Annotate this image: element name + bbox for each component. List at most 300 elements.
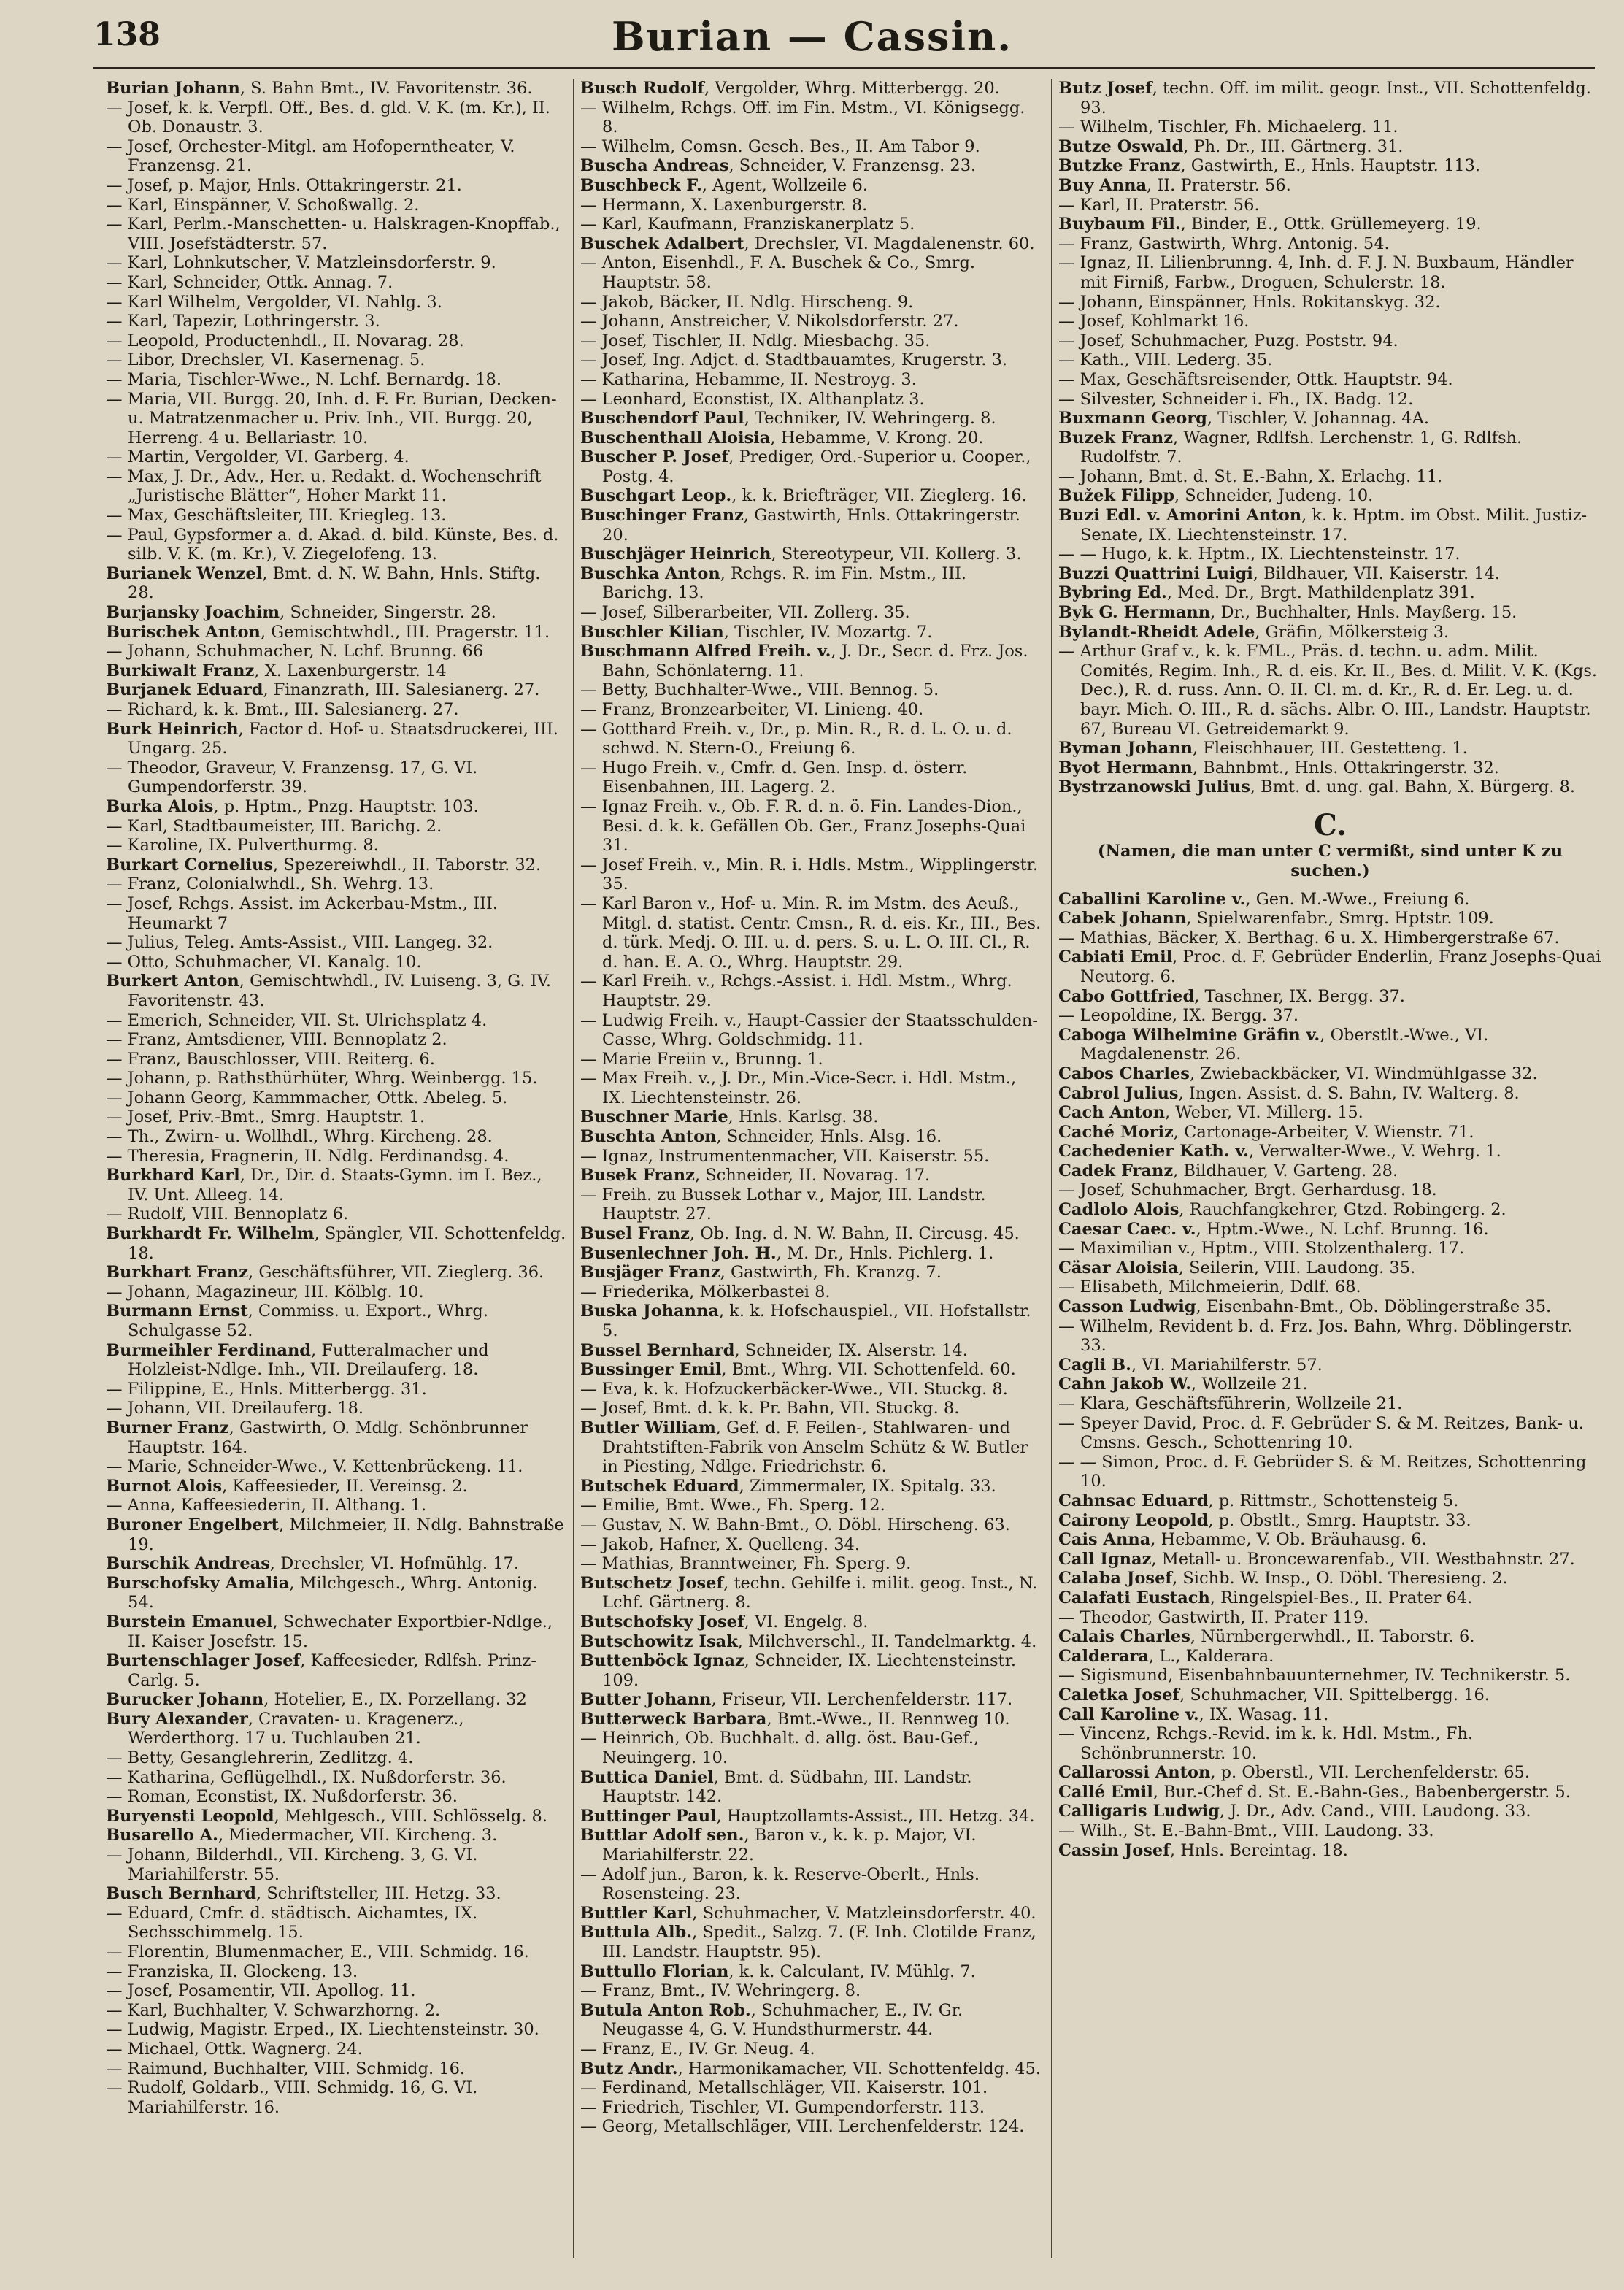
directory-entry: Buschka Anton, Rchgs. R. im Fin. Mstm., III. Barichg. 13. [580, 564, 967, 603]
entry-surname: Burkhardt Fr. Wilhelm [106, 1224, 315, 1244]
directory-entry [580, 253, 1042, 292]
entry-details: Schneider, V. Franzensg. 23. [739, 156, 977, 176]
entry-surname: Cahnsac Eduard [1058, 1491, 1209, 1510]
entry-details: — Josef, Posamentir, VII. Apollog. 11. [106, 1981, 416, 2001]
directory-entry: Burtenschlager Josef, Kaffeesieder, Rdlfsh. Prinz-Carlg. 5. [106, 1651, 536, 1690]
directory-entry: Cahnsac Eduard, p. Rittmstr., Schottensteig 5. [1058, 1491, 1459, 1510]
entry-details: Finanzrath, III. Salesianerg. 27. [273, 680, 540, 700]
directory-entry [580, 1496, 1042, 1515]
entry-details: — Jakob, Hafner, X. Quelleng. 34. [580, 1534, 860, 1554]
entry-details: — Martin, Vergolder, VI. Garberg. 4. [106, 447, 409, 467]
directory-entry: Busel Franz, Ob. Ing. d. N. W. Bahn, II. Circusg. 45. [580, 1224, 1020, 1244]
directory-entry [1058, 1453, 1602, 1491]
entry-details: Dr., Buchhalter, Hnls. Mayßerg. 15. [1220, 603, 1517, 623]
entry-details: p. Obstlt., Smrg. Hauptstr. 33. [1218, 1510, 1471, 1530]
directory-entry [1058, 642, 1602, 739]
entry-surname: Cadek Franz [1058, 1161, 1174, 1180]
entry-details: — Florentin, Blumenmacher, E., VIII. Schmidg. 16. [106, 1943, 529, 1962]
directory-entry: Call Karoline v., IX. Wasag. 11. [1058, 1705, 1329, 1724]
entry-details: — Friederika, Mölkerbastei 8. [580, 1282, 831, 1302]
entry-details: — Josef, Kohlmarkt 16. [1058, 312, 1250, 331]
entry-surname: Busek Franz [580, 1166, 695, 1186]
entry-details: — Emilie, Bmt. Wwe., Fh. Sperg. 12. [580, 1496, 885, 1515]
entry-details: Zimmermaler, IX. Spitalg. 33. [749, 1476, 996, 1496]
directory-entry: Cach Anton, Weber, VI. Millerg. 15. [1058, 1103, 1363, 1123]
entry-surname: Busel Franz [580, 1224, 690, 1244]
directory-entry [1058, 545, 1602, 564]
directory-entry [106, 1030, 567, 1050]
entry-surname: Burkhard Karl [106, 1166, 240, 1186]
directory-entry [106, 350, 567, 370]
entry-surname: Caesar Caec. v. [1058, 1219, 1196, 1239]
entry-details: Seilerin, VIII. Laudong. 35. [1189, 1258, 1416, 1277]
directory-entry: Burschofsky Amalia, Milchgesch., Whrg. Antonig. 54. [106, 1573, 538, 1613]
entry-details: Spedit., Salzg. 7. (F. Inh. Clotilde Franz, III. Landstr. Hauptstr. 95). [602, 1923, 1036, 1962]
directory-entry: Busarello A., Miedermacher, VII. Kircheng. 3. [106, 1826, 498, 1845]
directory-entry [106, 176, 567, 196]
directory-entry: Bužek Filipp, Schneider, Judeng. 10. [1058, 486, 1374, 506]
entry-details: Wagner, Rdlfsh. Lerchenstr. 1, G. Rdlfsh. Rudolfstr. 7. [1080, 428, 1523, 467]
directory-entry: Buttler Karl, Schuhmacher, V. Matzleinsdorferstr. 40. [580, 1903, 1036, 1923]
entry-details: Schneider, Judeng. 10. [1185, 486, 1374, 506]
directory-entry: Calligaris Ludwig, J. Dr., Adv. Cand., VIII. Laudong. 33. [1058, 1802, 1531, 1821]
entry-surname: Buschek Adalbert [580, 234, 744, 253]
entry-details: — Johann Georg, Kammmacher, Ottk. Abeleg. 5. [106, 1088, 508, 1107]
entry-details: — Vincenz, Rchgs.-Revid. im k. k. Hdl. Mstm., Fh. Schönbrunnerstr. 10. [1058, 1724, 1474, 1763]
entry-surname: Caboga Wilhelmine Gräfin v. [1058, 1025, 1320, 1045]
directory-entry: Bylandt-Rheidt Adele, Gräfin, Mölkersteig 3. [1058, 622, 1450, 642]
entry-surname: Butzke Franz [1058, 156, 1181, 176]
directory-entry: Bury Alexander, Cravaten- u. Kragenerz., Werderthorg. 17 u. Tuchlauben 21. [106, 1709, 464, 1748]
entry-details: — Franziska, II. Glockeng. 13. [106, 1962, 358, 1981]
directory-entry [106, 253, 567, 273]
directory-entry: Buxmann Georg, Tischler, V. Johannag. 4A. [1058, 409, 1430, 429]
entry-details: — Johann, Einspänner, Hnls. Rokitanskyg. 32. [1058, 292, 1441, 312]
directory-entry: Burka Alois, p. Hptm., Pnzg. Hauptstr. 103. [106, 796, 479, 816]
directory-entry [580, 99, 1042, 137]
entry-surname: Buscher P. Josef [580, 447, 729, 467]
directory-entry: Call Ignaz, Metall- u. Broncewarenfab., VII. Westbahnstr. 27. [1058, 1549, 1575, 1569]
directory-entry: Buschinger Franz, Gastwirth, Hnls. Ottakringerstr. 20. [580, 506, 1020, 545]
entry-details: Tischler, V. Johannag. 4A. [1217, 409, 1430, 429]
directory-entry [1058, 1394, 1602, 1414]
directory-entry [580, 1729, 1042, 1767]
entry-surname: Butschetz Josef [580, 1573, 724, 1593]
entry-surname: Butler William [580, 1418, 716, 1437]
directory-entry: Buschbeck F., Agent, Wollzeile 6. [580, 175, 868, 195]
directory-entry: Cahn Jakob W., Wollzeile 21. [1058, 1375, 1308, 1394]
entry-details: — Johann, Magazineur, III. Kölblg. 10. [106, 1282, 424, 1302]
directory-entry [106, 2020, 567, 2040]
entry-surname: Byk G. Hermann [1058, 603, 1211, 623]
directory-entry [1058, 929, 1602, 948]
directory-entry: Butschetz Josef, techn. Gehilfe i. milit. geog. Inst., N. Lchf. Gärtnerg. 8. [580, 1573, 1038, 1613]
directory-entry: Butze Oswald, Ph. Dr., III. Gärtnerg. 31. [1058, 137, 1404, 156]
entry-details: Hebamme, V. Krong. 20. [780, 428, 984, 447]
directory-entry [106, 953, 567, 972]
entry-details: II. Praterstr. 56. [1157, 175, 1291, 195]
entry-surname: Callarossi Anton [1058, 1763, 1211, 1783]
entry-details: — Karl Baron v., Hof- u. Min. R. im Mstm. des Aeuß., Mitgl. d. statist. Centr. Cmsn., R. d. eis. Kr., III., Bes. d. türk. Medj. O. III. u. d. pers. S. u. L. O. III. Cl., R. d. han. E. A. O., Whrg. Hauptstr. 29. [580, 894, 1042, 972]
directory-entry [106, 1845, 567, 1884]
directory-entry [106, 1748, 567, 1768]
entry-surname: Buschjäger Heinrich [580, 545, 771, 564]
directory-entry: Buybaum Fil., Binder, E., Ottk. Grüllemeyerg. 19. [1058, 215, 1482, 234]
entry-surname: Busjäger Franz [580, 1263, 720, 1283]
entry-details: — Josef, k. k. Verpfl. Off., Bes. d. gld. V. K. (m. Kr.), II. Ob. Donaustr. 3. [106, 98, 550, 137]
directory-entry: Buschgart Leop., k. k. Briefträger, VII. Zieglerg. 16. [580, 486, 1027, 506]
directory-entry: Buzzi Quattrini Luigi, Bildhauer, VII. Kaiserstr. 14. [1058, 564, 1501, 583]
entry-details: Sichb. W. Insp., O. Döbl. Theresieng. 2. [1182, 1569, 1508, 1588]
entry-surname: Cachedenier Kath. v. [1058, 1142, 1250, 1161]
entry-surname: Cäsar Aloisia [1058, 1258, 1179, 1277]
entry-details: — Josef, Bmt. d. k. k. Pr. Bahn, VII. Stuckg. 8. [580, 1399, 960, 1418]
directory-entry [1058, 331, 1602, 351]
entry-surname: Cabiati Emil [1058, 948, 1173, 967]
entry-details: Bmt. d. ung. gal. Bahn, X. Bürgerg. 8. [1261, 777, 1576, 797]
entry-surname: Buschler Kilian [580, 622, 724, 642]
entry-details: Factor d. Hof- u. Staatsdruckerei, III. Ungarg. 25. [128, 719, 558, 758]
entry-details: — Rudolf, Goldarb., VIII. Schmidg. 16, G. VI. Mariahilferstr. 16. [106, 2078, 478, 2117]
directory-entry: Cabo Gottfried, Taschner, IX. Bergg. 37. [1058, 986, 1405, 1006]
directory-entry [580, 2098, 1042, 2118]
entry-details: — Anton, Eisenhdl., F. A. Buschek & Co., Smrg. Hauptstr. 58. [580, 253, 976, 292]
entry-details: k. k. Hofschauspiel., VII. Hofstallstr. 5. [602, 1302, 1031, 1340]
entry-details: — Th., Zwirn- u. Wollhdl., Whrg. Kircheng. 28. [106, 1127, 493, 1147]
entry-details: Kaffeesieder, Rdlfsh. Prinz-Carlg. 5. [128, 1651, 536, 1690]
directory-entry [580, 856, 1042, 894]
directory-entry [580, 331, 1042, 351]
directory-entry [580, 680, 1042, 700]
directory-entry [580, 603, 1042, 623]
column-3 [1058, 79, 1602, 2258]
directory-entry [580, 370, 1042, 390]
entry-details: Proc. d. F. Gebrüder Enderlin, Franz Josephs-Quai Neutorg. 6. [1080, 948, 1601, 986]
directory-entry: Cabos Charles, Zwiebackbäcker, VI. Windmühlgasse 32. [1058, 1064, 1538, 1083]
entry-details: Hebamme, V. Ob. Bräuhausg. 6. [1161, 1530, 1427, 1550]
entry-details: — Wilhelm, Rchgs. Off. im Fin. Mstm., VI. Königsegg. 8. [580, 98, 1025, 137]
entry-details: — Max, Geschäftsreisender, Ottk. Hauptstr. 94. [1058, 369, 1453, 389]
entry-surname: Butschofsky Josef [580, 1612, 744, 1632]
directory-entry [106, 836, 567, 856]
entry-details: — Kath., VIII. Lederg. 35. [1058, 350, 1273, 370]
directory-entry [1058, 1821, 1602, 1841]
entry-details: — Maria, VII. Burgg. 20, Inh. d. F. Fr. Burian, Decken- u. Matratzenmacher u. Priv. Inh., VII. Burgg. 20, Herreng. 4 u. Bellariastr. 10. [106, 389, 557, 447]
page-number: 138 [93, 16, 161, 53]
entry-details: — Marie Freiin v., Brunng. 1. [580, 1049, 823, 1069]
directory-entry: Buttenböck Ignaz, Schneider, IX. Liechtensteinstr. 109. [580, 1651, 1017, 1690]
directory-entry [106, 2059, 567, 2079]
entry-details: Futteralmacher und Holzleist-Ndlge. Inh., VII. Dreilauferg. 18. [128, 1340, 489, 1380]
entry-details: — Mathias, Branntweiner, Fh. Sperg. 9. [580, 1554, 912, 1574]
directory-entry [106, 700, 567, 720]
directory-entry: Buschjäger Heinrich, Stereotypeur, VII. Kollerg. 3. [580, 545, 1022, 564]
entry-details: — Anna, Kaffeesiederin, II. Althang. 1. [106, 1496, 427, 1515]
entry-details: — Wilhelm, Comsn. Gesch. Bes., II. Am Tabor 9. [580, 137, 980, 156]
entry-surname: Cabo Gottfried [1058, 986, 1195, 1006]
directory-entry [106, 1069, 567, 1088]
entry-details: Bur.-Chef d. St. E.-Bahn-Ges., Babenbergerstr. 5. [1163, 1782, 1571, 1802]
entry-details: — Freih. zu Bussek Lothar v., Major, III. Landstr. Hauptstr. 27. [580, 1185, 986, 1224]
entry-surname: Buska Johanna [580, 1302, 719, 1321]
entry-details: Verwalter-Wwe., V. Wehrg. 1. [1259, 1142, 1501, 1161]
entry-surname: Cabrol Julius [1058, 1083, 1179, 1103]
entry-details: — Karoline, IX. Pulverthurmg. 8. [106, 836, 379, 856]
entry-details: — Josef Freih. v., Min. R. i. Hdls. Mstm., Wipplingerstr. 35. [580, 855, 1039, 894]
directory-entry [580, 720, 1042, 758]
directory-entry: Burk Heinrich, Factor d. Hof- u. Staatsdruckerei, III. Ungarg. 25. [106, 719, 558, 758]
entry-details: — Otto, Schuhmacher, VI. Kanalg. 10. [106, 952, 422, 972]
entry-details: — Raimund, Buchhalter, VIII. Schmidg. 16. [106, 2059, 466, 2078]
directory-entry: Busenlechner Joh. H., M. Dr., Hnls. Pichlerg. 1. [580, 1243, 994, 1263]
entry-details: — Franz, Colonialwhdl., Sh. Wehrg. 13. [106, 875, 434, 894]
directory-entry [106, 273, 567, 293]
directory-entry [106, 1107, 567, 1127]
directory-entry: Buska Johanna, k. k. Hofschauspiel., VII. Hofstallstr. 5. [580, 1302, 1031, 1340]
directory-entry [106, 1088, 567, 1108]
entry-surname: Buscha Andreas [580, 156, 729, 176]
directory-entry: Buttullo Florian, k. k. Calculant, IV. Mühlg. 7. [580, 1962, 976, 1981]
entry-details: Vergolder, Whrg. Mitterbergg. 20. [715, 79, 1000, 98]
entry-details: — Ignaz Freih. v., Ob. F. R. d. n. ö. Fin. Landes-Dion., Besi. d. k. k. Gefällen Ob. Ger., Franz Josephs-Quai 31. [580, 796, 1026, 856]
entry-details: techn. Gehilfe i. milit. geog. Inst., N. Lchf. Gärtnerg. 8. [602, 1573, 1038, 1613]
entry-details: p. Rittmstr., Schottensteig 5. [1218, 1491, 1459, 1510]
entry-surname: Burmeihler Ferdinand [106, 1340, 312, 1360]
entry-details: — Johann, p. Rathsthürhüter, Whrg. Weinbergg. 15. [106, 1069, 538, 1088]
entry-details: Drechsler, VI. Magdalenenstr. 60. [754, 234, 1035, 253]
entry-details: Schuhmacher, V. Matzleinsdorferstr. 40. [702, 1903, 1036, 1923]
entry-details: Rchgs. R. im Fin. Mstm., III. Barichg. 13. [602, 564, 967, 603]
entry-surname: Buzzi Quattrini Luigi [1058, 564, 1253, 583]
entry-details: — Speyer David, Proc. d. F. Gebrüder S. & M. Reitzes, Bank- u. Cmsns. Gesch., Schottenring 10. [1058, 1413, 1584, 1453]
directory-entry: Buzek Franz, Wagner, Rdlfsh. Lerchenstr. 1, G. Rdlfsh. Rudolfstr. 7. [1058, 428, 1523, 467]
entry-details: — Georg, Metallschläger, VIII. Lerchenfelderstr. 124. [580, 2117, 1025, 2137]
directory-entry [580, 972, 1042, 1010]
directory-entry: Calderara, L., Kalderara. [1058, 1646, 1274, 1666]
entry-surname: Busch Bernhard [106, 1884, 257, 1904]
entry-details: Milchmeier, II. Ndlg. Bahnstraße 19. [128, 1515, 564, 1554]
directory-entry: Caesar Caec. v., Hptm.-Wwe., N. Lchf. Brunng. 16. [1058, 1219, 1489, 1239]
entry-surname: Bussel Bernhard [580, 1340, 735, 1360]
entry-surname: Caletka Josef [1058, 1685, 1180, 1705]
entry-surname: Buttica Daniel [580, 1767, 714, 1787]
entry-details: — Maximilian v., Hptm., VIII. Stolzenthalerg. 17. [1058, 1239, 1465, 1259]
entry-surname: Burner Franz [106, 1418, 229, 1437]
entry-surname: Buttula Alb. [580, 1923, 693, 1943]
directory-entry [106, 1768, 567, 1788]
entry-surname: Bystrzanowski Julius [1058, 777, 1250, 797]
entry-details: — Johann, Bilderhdl., VII. Kircheng. 3, G. VI. Mariahilferstr. 55. [106, 1845, 478, 1884]
entry-details: — Gustav, N. W. Bahn-Bmt., O. Döbl. Hirscheng. 63. [580, 1515, 1010, 1534]
entry-details: Gef. d. F. Feilen-, Stahlwaren- und Drahtstiften-Fabrik von Anselm Schütz & W. Butler in Piesting, Ndlge. Friedrichstr. 6. [602, 1418, 1028, 1477]
entry-details: — Wilhelm, Tischler, Fh. Michaelerg. 11. [1058, 118, 1398, 137]
entry-details: — Theresia, Fragnerin, II. Ndlg. Ferdinandsg. 4. [106, 1146, 509, 1166]
entry-details: k. k. Hptm. im Obst. Milit. Justiz-Senate, IX. Liechtensteinstr. 17. [1080, 506, 1588, 545]
entry-surname: Butze Oswald [1058, 137, 1184, 156]
directory-entry [580, 196, 1042, 215]
entry-details: Bahnbmt., Hnls. Ottakringerstr. 32. [1203, 758, 1499, 777]
entry-details: — Maria, Tischler-Wwe., N. Lchf. Bernardg. 18. [106, 369, 501, 389]
entry-details: Rauchfangkehrer, Gtzd. Robingerg. 2. [1189, 1200, 1506, 1220]
entry-details: Wollzeile 21. [1201, 1375, 1308, 1394]
directory-entry: Bussinger Emil, Bmt., Whrg. VII. Schottenfeld. 60. [580, 1360, 1016, 1380]
directory-entry: Buzi Edl. v. Amorini Anton, k. k. Hptm. im Obst. Milit. Justiz-Senate, IX. Liechtensteinstr. 17. [1058, 506, 1588, 545]
column-1 [106, 79, 567, 2258]
entry-details: Schneider, Hnls. Alsg. 16. [726, 1127, 942, 1147]
directory-entry: Buryensti Leopold, Mehlgesch., VIII. Schlösselg. 8. [106, 1806, 548, 1826]
entry-details: Hnls. Bereintag. 18. [1180, 1840, 1348, 1860]
entry-details: — — Hugo, k. k. Hptm., IX. Liechtensteinstr. 17. [1058, 545, 1461, 564]
directory-entry [580, 1399, 1042, 1418]
directory-entry [106, 1380, 567, 1399]
entry-details: p. Oberstl., VII. Lerchenfelderstr. 65. [1220, 1763, 1531, 1783]
entry-surname: Buschendorf Paul [580, 409, 744, 429]
entry-details: — Jakob, Bäcker, II. Ndlg. Hirscheng. 9. [580, 292, 914, 312]
directory-entry [106, 293, 567, 312]
entry-surname: Buschenthall Aloisia [580, 428, 771, 447]
entry-surname: Buschta Anton [580, 1127, 717, 1147]
entry-details: — Ludwig Freih. v., Haupt-Cassier der Staatsschulden-Casse, Whrg. Goldschmidg. 11. [580, 1010, 1039, 1050]
entry-surname: Butter Johann [580, 1690, 712, 1710]
directory-entry: Butter Johann, Friseur, VII. Lerchenfelderstr. 117. [580, 1690, 1013, 1710]
entry-details: — Sigismund, Eisenbahnbauunternehmer, IV. Technikerstr. 5. [1058, 1666, 1571, 1686]
entry-details: VI. Mariahilferstr. 57. [1142, 1355, 1323, 1375]
entry-surname: Buttler Karl [580, 1903, 693, 1923]
entry-surname: Caballini Karoline v. [1058, 889, 1246, 909]
entry-details: Tischler, IV. Mozartg. 7. [734, 622, 933, 642]
entry-details: — Josef, Tischler, II. Ndlg. Miesbachg. 35. [580, 331, 931, 350]
directory-entry [1058, 1180, 1602, 1200]
column-3-c-entries [1058, 890, 1602, 1861]
directory-entry [580, 1981, 1042, 2001]
directory-entry [1058, 1608, 1602, 1628]
entry-surname: Cairony Leopold [1058, 1510, 1209, 1530]
entry-details: — Josef, Priv.-Bmt., Smrg. Hauptstr. 1. [106, 1107, 425, 1127]
directory-entry [106, 312, 567, 331]
directory-entry: Buttlar Adolf sen., Baron v., k. k. p. Major, VI. Mariahilferstr. 22. [580, 1826, 977, 1865]
entry-details: — Franz, Bauschlosser, VIII. Reiterg. 6. [106, 1049, 435, 1069]
entry-details: Ob. Ing. d. N. W. Bahn, II. Circusg. 45. [700, 1224, 1020, 1244]
directory-entry [106, 1496, 567, 1515]
entry-details: Baron v., k. k. p. Major, VI. Mariahilferstr. 22. [602, 1826, 977, 1865]
directory-entry [580, 350, 1042, 370]
entry-surname: Burkiwalt Franz [106, 661, 255, 680]
directory-entry: Butz Josef, techn. Off. im milit. geogr. Inst., VII. Schottenfeldg. 93. [1058, 79, 1591, 118]
directory-entry [580, 137, 1042, 157]
directory-entry: Callarossi Anton, p. Oberstl., VII. Lerchenfelderstr. 65. [1058, 1763, 1531, 1783]
entry-details: — Arthur Graf v., k. k. FML., Präs. d. techn. u. adm. Milit. Comités, Regim. Inh., R. d. eis. Kr. II., Bes. d. Milit. V. K. (Kgs. Dec.), R. d. russ. Ann. O. II. Cl. m. d. Kr., R. d. Er. Leg. u. d. bayr. Mich. O. III., R. d. sächs. Albr. O. III., Landstr. Hauptstr. 67, Bureau VI. Getreidemarkt 9. [1058, 642, 1598, 739]
directory-entry [580, 1147, 1042, 1167]
entry-surname: Caché Moriz [1058, 1122, 1174, 1142]
directory-entry: Burkhart Franz, Geschäftsführer, VII. Zieglerg. 36. [106, 1263, 544, 1283]
entry-details: — Hermann, X. Laxenburgerstr. 8. [580, 195, 868, 215]
directory-entry: Burmann Ernst, Commiss. u. Export., Whrg. Schulgasse 52. [106, 1302, 488, 1340]
directory-entry [106, 526, 567, 564]
entry-details: Geschäftsführer, VII. Zieglerg. 36. [258, 1263, 544, 1283]
entry-details: Gemischtwhdl., IV. Luiseng. 3, G. IV. Favoritenstr. 43. [128, 972, 552, 1010]
entry-details: VI. Engelg. 8. [754, 1612, 869, 1632]
entry-details: — Emerich, Schneider, VII. St. Ulrichsplatz 4. [106, 1010, 488, 1030]
entry-details: Bmt. d. N. W. Bahn, Hnls. Stiftg. 28. [128, 564, 541, 603]
entry-details: Bmt.-Wwe., II. Rennweg 10. [777, 1709, 1010, 1729]
entry-details: — Heinrich, Ob. Buchhalt. d. allg. öst. Bau-Gef., Neuingerg. 10. [580, 1729, 980, 1768]
entry-details: — Johann, Schuhmacher, N. Lchf. Brunng. 66 [106, 642, 484, 661]
entry-details: Ringelspiel-Bes., II. Prater 64. [1220, 1588, 1473, 1607]
column-divider [1051, 79, 1052, 2258]
entry-surname: Buybaum Fil. [1058, 215, 1181, 234]
entry-details: J. Dr., Adv. Cand., VIII. Laudong. 33. [1230, 1802, 1531, 1821]
directory-entry [580, 2078, 1042, 2098]
entry-details: — Klara, Geschäftsführerin, Wollzeile 21. [1058, 1394, 1403, 1413]
entry-details: — Karl Freih. v., Rchgs.-Assist. i. Hdl. Mstm., Whrg. Hauptstr. 29. [580, 972, 1012, 1010]
entry-details: Binder, E., Ottk. Grüllemeyerg. 19. [1190, 215, 1482, 234]
directory-entry: Burkert Anton, Gemischtwhdl., IV. Luiseng. 3, G. IV. Favoritenstr. 43. [106, 972, 552, 1010]
entry-details: Nürnbergerwhdl., II. Taborstr. 6. [1201, 1627, 1475, 1647]
entry-surname: Buzek Franz [1058, 428, 1174, 447]
entry-details: — Karl, Stadtbaumeister, III. Barichg. 2. [106, 816, 442, 836]
entry-surname: Butschek Eduard [580, 1476, 739, 1496]
entry-details: k. k. Calculant, IV. Mühlg. 7. [739, 1962, 976, 1981]
entry-details: Spezereiwhdl., II. Taborstr. 32. [283, 855, 542, 875]
entry-details: — Adolf jun., Baron, k. k. Reserve-Oberlt., Hnls. Rosensteing. 23. [580, 1864, 980, 1904]
entry-details: Dr., Dir. d. Staats-Gymn. im I. Bez., IV. Unt. Alleeg. 14. [128, 1166, 542, 1204]
entry-surname: Bussinger Emil [580, 1360, 722, 1380]
directory-entry [106, 506, 567, 526]
entry-details: — Betty, Gesanglehrerin, Zedlitzg. 4. [106, 1748, 414, 1768]
directory-entry: Burischek Anton, Gemischtwhdl., III. Pragerstr. 11. [106, 622, 550, 642]
entry-surname: Cadlolo Alois [1058, 1200, 1179, 1220]
directory-entry: Busek Franz, Schneider, II. Novarag. 17. [580, 1166, 931, 1186]
entry-details: Bmt., Whrg. VII. Schottenfeld. 60. [731, 1360, 1016, 1380]
entry-details: Harmonikamacher, VII. Schottenfeldg. 45. [688, 2059, 1042, 2078]
directory-entry: Bystrzanowski Julius, Bmt. d. ung. gal. Bahn, X. Bürgerg. 8. [1058, 777, 1576, 797]
entry-surname: Buschka Anton [580, 564, 720, 583]
directory-entry [1058, 253, 1602, 292]
directory-entry [106, 875, 567, 894]
directory-entry: Butler William, Gef. d. F. Feilen-, Stahlwaren- und Drahtstiften-Fabrik von Anselm Schütz & W. Butler in Piesting, Ndlge. Friedrichstr. 6. [580, 1418, 1028, 1477]
entry-details: — Roman, Econstist, IX. Nußdorferstr. 36. [106, 1787, 458, 1807]
entry-details: Miedermacher, VII. Kircheng. 3. [228, 1826, 498, 1845]
directory-entry [106, 2001, 567, 2021]
directory-entry: Callé Emil, Bur.-Chef d. St. E.-Bahn-Ges., Babenbergerstr. 5. [1058, 1782, 1571, 1802]
entry-details: Agent, Wollzeile 6. [712, 175, 868, 195]
entry-details: — Josef, Schuhmacher, Brgt. Gerhardusg. 18. [1058, 1180, 1437, 1200]
directory-entry [106, 99, 567, 137]
entry-details: L., Kalderara. [1159, 1646, 1274, 1666]
directory-entry: Burner Franz, Gastwirth, O. Mdlg. Schönbrunner Hauptstr. 164. [106, 1418, 528, 1457]
directory-entry [1058, 1666, 1602, 1686]
entry-details: Cartonage-Arbeiter, V. Wienstr. 71. [1184, 1122, 1474, 1142]
entry-surname: Bylandt-Rheidt Adele [1058, 622, 1255, 642]
entry-details: X. Laxenburgerstr. 14 [264, 661, 447, 680]
directory-entry: Calaba Josef, Sichb. W. Insp., O. Döbl. Theresieng. 2. [1058, 1569, 1508, 1588]
section-note: (Namen, die man unter C vermißt, sind unter K zu suchen.) [1097, 841, 1563, 880]
directory-entry: Calais Charles, Nürnbergerwhdl., II. Taborstr. 6. [1058, 1627, 1475, 1647]
entry-surname: Buroner Engelbert [106, 1515, 279, 1534]
entry-surname: Burischek Anton [106, 622, 261, 642]
entry-surname: Busenlechner Joh. H. [580, 1243, 777, 1263]
entry-details: — Josef, Orchester-Mitgl. am Hofoperntheater, V. Franzensg. 21. [106, 137, 515, 176]
directory-entry: Caché Moriz, Cartonage-Arbeiter, V. Wienstr. 71. [1058, 1122, 1474, 1142]
directory-entry [106, 1787, 567, 1807]
directory-entry [1058, 1414, 1602, 1453]
entry-surname: Call Ignaz [1058, 1549, 1152, 1569]
entry-details: S. Bahn Bmt., IV. Favoritenstr. 36. [250, 79, 533, 98]
directory-entry [580, 758, 1042, 797]
entry-surname: Cagli B. [1058, 1355, 1131, 1375]
entry-surname: Burjansky Joachim [106, 603, 280, 623]
directory-entry [580, 1515, 1042, 1535]
